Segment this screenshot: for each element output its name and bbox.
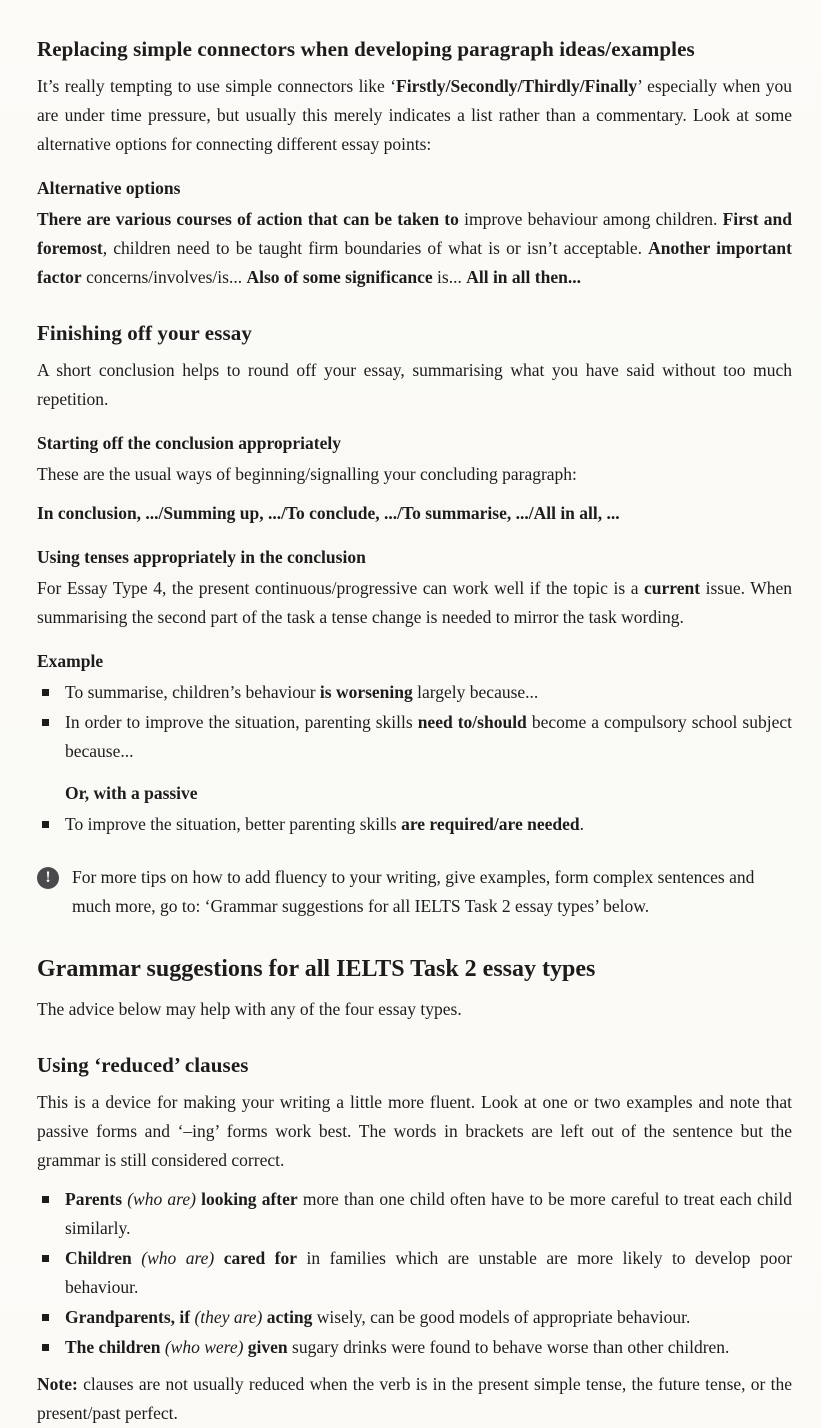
subheading-example: Example	[37, 651, 104, 671]
paragraph-replacing-intro: It’s really tempting to use simple connectors like ‘Firstly/Secondly/Thirdly/Finally’ especially when you are under time pressure, but usually this merely indicates a list rather than a commentary. Look at some alternative options for connecting different essay points:	[37, 76, 792, 154]
list-item: Children (who are) cared for in families which are unstable are more likely to develop poor behaviour.	[37, 1244, 792, 1302]
conclusion-signal-phrases: In conclusion, .../Summing up, .../To conclude, .../To summarise, .../All in all, ...	[37, 503, 620, 523]
tip-text: For more tips on how to add fluency to your writing, give examples, form complex sentences and much more, go to: ‘Grammar suggestions for all IELTS Task 2 essay types’ below.	[72, 867, 755, 916]
paragraph-finishing-intro: A short conclusion helps to round off your essay, summarising what you have said without too much repetition.	[37, 360, 792, 409]
chapter-heading-grammar-suggestions: Grammar suggestions for all IELTS Task 2 essay types	[37, 956, 596, 982]
paragraph-using-tenses: For Essay Type 4, the present continuous/progressive can work well if the topic is a current issue. When summarising the second part of the task a tense change is needed to mirror the task wording.	[37, 578, 792, 627]
list-item: Parents (who are) looking after more than one child often have to be more careful to treat each child similarly.	[37, 1185, 792, 1243]
subheading-alternative-options: Alternative options	[37, 178, 181, 198]
section-heading-reduced-clauses: Using ‘reduced’ clauses	[37, 1053, 249, 1077]
paragraph-reduced-clauses: This is a device for making your writing a little more fluent. Look at one or two examples and note that passive forms and ‘–ing’ forms work best. The words in brackets are left out of the sentence but the grammar is still considered correct.	[37, 1092, 792, 1170]
list-item: In order to improve the situation, parenting skills need to/should become a compulsory school subject because...	[37, 708, 792, 766]
exclamation-circle-icon: !	[37, 867, 59, 889]
section-heading-replacing-connectors: Replacing simple connectors when developing paragraph ideas/examples	[37, 37, 695, 61]
section-heading-finishing-essay: Finishing off your essay	[37, 321, 252, 345]
list-item: The children (who were) given sugary drinks were found to behave worse than other children.	[37, 1333, 792, 1362]
list-item: To improve the situation, better parenting skills are required/are needed.	[37, 810, 792, 839]
example-bullet-list	[37, 678, 792, 766]
reduced-clauses-bullet-list	[37, 1185, 792, 1362]
tip-callout	[37, 863, 792, 921]
subheading-starting-conclusion: Starting off the conclusion appropriately	[37, 433, 341, 453]
list-item: Grandparents, if (they are) acting wisely, can be good models of appropriate behaviour.	[37, 1303, 792, 1332]
paragraph-starting-conclusion: These are the usual ways of beginning/signalling your concluding paragraph:	[37, 464, 577, 484]
passive-bullet-list	[37, 810, 792, 839]
list-item: To summarise, children’s behaviour is worsening largely because...	[37, 678, 792, 707]
paragraph-grammar-intro: The advice below may help with any of the four essay types.	[37, 999, 462, 1019]
note-paragraph: Note: clauses are not usually reduced when the verb is in the present simple tense, the future tense, or the present/past perfect.	[37, 1374, 792, 1423]
subheading-or-with-passive: Or, with a passive	[65, 783, 198, 803]
paragraph-alternative-options: There are various courses of action that can be taken to improve behaviour among children. First and foremost, children need to be taught firm boundaries of what is or isn’t acceptable. Another important factor concerns/involves/is... Also of some significance is... All in all then...	[37, 209, 792, 287]
subheading-using-tenses: Using tenses appropriately in the conclusion	[37, 547, 366, 567]
